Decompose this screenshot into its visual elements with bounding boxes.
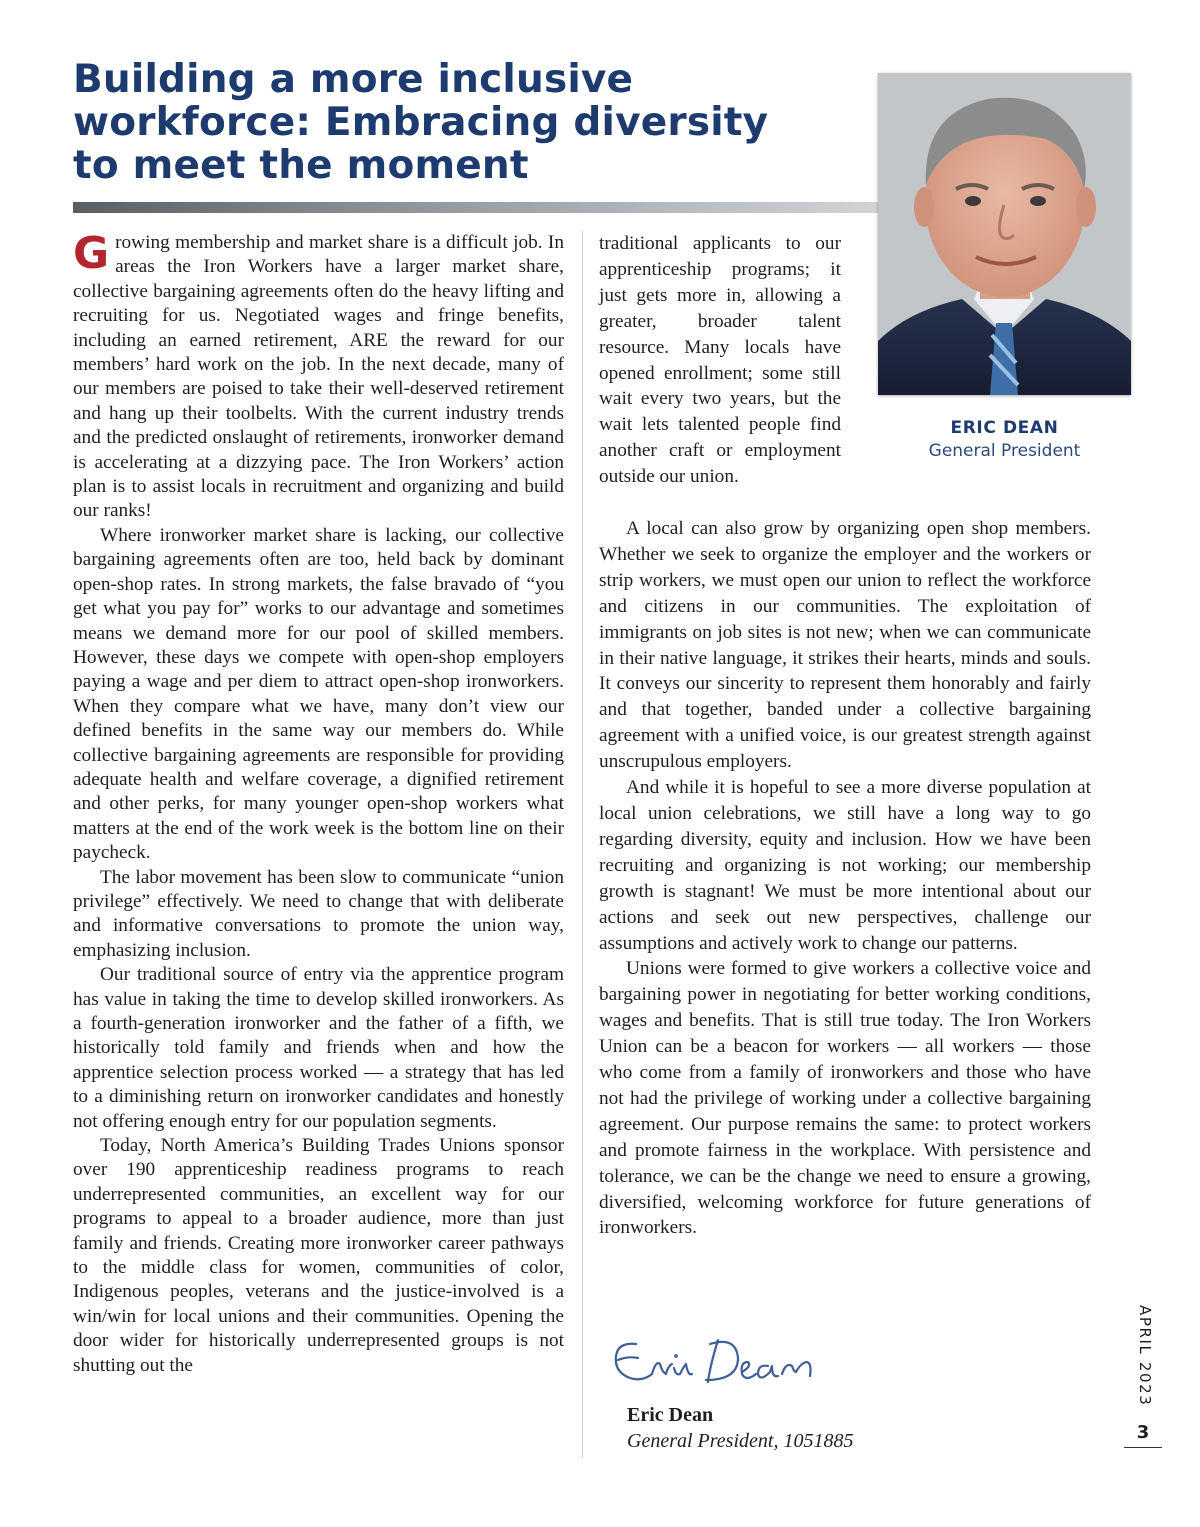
article-column-left <box>73 228 564 1378</box>
paragraph-1-text: rowing membership and market share is a difficult job. In areas the Iron Workers have a larger market share, collective bargaining agreements often do the heavy lifting and recruiting for us. Negotiated wages and fringe benefits, including an earned retirement, ARE the reward for our members’ hard work on the job. In the next decade, many of our members are poised to take their well-deserved retirement and hang up their toolbelts. With the current industry trends and the predicted onslaught of retirements, ironworker demand is accelerating at a dizzying pace. The Iron Workers’ action plan is to assist locals in recruitment and organizing and build our ranks! <box>73 232 564 522</box>
column-divider <box>582 231 583 1458</box>
portrait-illustration <box>878 73 1131 395</box>
issue-date-vertical <box>1128 1305 1158 1415</box>
handwritten-signature <box>606 1326 826 1396</box>
paragraph-5: Today, North America’s Building Trades Unions sponsor over 190 apprenticeship readiness programs to reach underrepresented communities, an excellent way for our programs to appeal to a broader audience, more than just family and friends. Creating more ironworker career pathways to the middle class for women, communities of color, Indigenous peoples, veterans and the justice-involved is a win/win for local unions and their communities. Opening the door wider for historically underrepresented groups is not shutting out the <box>73 1135 564 1376</box>
drop-cap: G <box>73 228 110 279</box>
article-column-right-narrow <box>599 231 841 490</box>
paragraph-4: Our traditional source of entry via the apprentice program has value in taking the time to develop skilled ironworkers. As a fourth-generation ironworker and the father of a fifth, we historically told family and friends when and how the apprentice selection process worked — a strategy that has led to a diminishing return on ironworker candidates and honestly not offering enough entry for our population segments. <box>73 964 564 1132</box>
portrait-caption-name: ERIC DEAN <box>950 418 1059 438</box>
portrait-photo <box>878 73 1131 395</box>
paragraph-8: Unions were formed to give workers a collective voice and bargaining power in negotiating for better working conditions, wages and benefits. That is still true today. The Iron Workers Union can be a beacon for workers — all workers — those who come from a family of ironworkers and those who have not had the privilege of working under a collective bargaining agreement. Our purpose remains the same: to protect workers and promote fairness in the workplace. With persistence and tolerance, we can be the change we need to ensure a growing, diversified, welcoming workforce for future generations of ironworkers. <box>599 958 1091 1239</box>
paragraph-2: Where ironworker market share is lacking, our collective bargaining agreements often are too, held back by dominant open-shop rates. In strong markets, the false bravado of “you get what you pay for” works to our advantage and sometimes means we demand more for our pool of skilled members. However, these days we compete with open-shop employers paying a wage and per diem to attract open-shop ironworkers. When they compare what we have, many don’t view our defined benefits in the same way our members do. While collective bargaining agreements are responsible for providing adequate health and welfare coverage, a dignified retirement and other perks, for many younger open-shop workers what matters at the end of the work week is the bottom line on their paycheck. <box>73 524 564 864</box>
page-number: 3 <box>1136 1422 1150 1443</box>
portrait-caption-role: General President <box>928 441 1081 461</box>
paragraph-6: A local can also grow by organizing open shop members. Whether we seek to organize the employer and the workers or strip workers, we must open our union to reflect the workforce and citizens in our communities. The exploitation of immigrants on job sites is not new; when we can communicate in their native language, it strikes their hearts, minds and souls. It conveys our sincerity to represent them honorably and fairly and that together, banded under a collective bargaining agreement with a unified voice, is our greatest strength against unscrupulous employers. <box>599 518 1091 773</box>
article-title: Building a more inclusive workforce: Embracing diversity to meet the moment <box>73 57 769 188</box>
page-number-rule <box>1124 1447 1162 1448</box>
paragraph-7: And while it is hopeful to see a more diverse population at local union celebrations, we still have a long way to go regarding diversity, equity and inclusion. How we have been recruiting and organizing is not working; our membership growth is stagnant! We must be more intentional about our actions and seek out new perspectives, challenge our assumptions and actively work to change our patterns. <box>599 777 1091 954</box>
article-column-right <box>599 516 1091 1241</box>
issue-date-text: APRIL 2023 <box>1136 1305 1154 1407</box>
signoff-title: General President, 1051885 <box>627 1430 854 1452</box>
title-divider-bar <box>73 202 893 213</box>
paragraph-1 <box>73 228 564 524</box>
paragraph-3: The labor movement has been slow to communicate “union privilege” effectively. We need to change that with deliberate and informative conversations to promote the union way, emphasizing inclusion. <box>73 866 564 961</box>
paragraph-5-continued: traditional applicants to our apprenticeship programs; it just gets more in, allowing a greater, broader talent resource. Many locals have opened enrollment; some still wait every two years, but the wait lets talented people find another craft or employment outside our union. <box>599 233 841 488</box>
signoff-name: Eric Dean <box>627 1404 714 1426</box>
